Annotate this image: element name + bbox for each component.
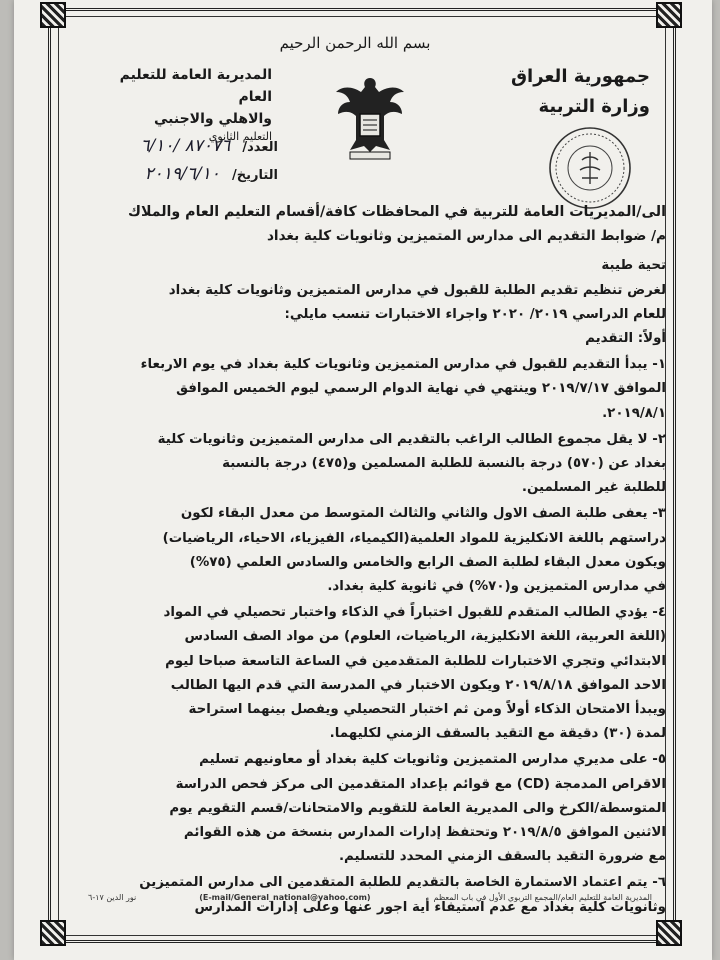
eagle-emblem-icon xyxy=(334,70,406,162)
clause-line: (اللغة العربية، اللغة الانكليزية، الرياضيات، العلوم) من مواد الصف السادس xyxy=(184,629,666,645)
clause-line: الاثنين الموافق ٢٠١٩/٨/٥ وتحتفظ إدارات المدارس بنسخة من هذه القوائم xyxy=(183,825,666,841)
corner-ornament xyxy=(656,2,682,28)
clause-line: لمدة (٣٠) دقيقة مع التقيد بالسقف الزمني لكليهما. xyxy=(329,726,666,742)
clause-line: ٣- يعفى طلبة الصف الاول والثاني والثالث المتوسط من معدل البقاء لكون xyxy=(180,506,666,522)
clause-line: الاقراص المدمجة (CD) مع قوائم بإعداد المتقدمين الى مركز فحص الدراسة xyxy=(175,776,666,792)
corner-ornament xyxy=(40,920,66,946)
clause-line: ٦- يتم اعتماد الاستمارة الخاصة بالتقديم للطلبة المتقدمين الى مدارس المتميزين xyxy=(139,875,666,891)
corner-ornament xyxy=(656,920,682,946)
clause-2 xyxy=(74,428,666,501)
clause-line: ٢- لا يقل مجموع الطالب الراغب بالتقديم الى مدارس المتميزين وثانويات كلية xyxy=(157,431,666,447)
date-label: التاريخ/ xyxy=(231,168,278,183)
subject-line: م/ ضوابط التقديم الى مدارس المتميزين وثانويات كلية بغداد xyxy=(266,228,666,245)
date-row xyxy=(144,164,278,186)
clause-line: الموافق ٢٠١٩/٧/١٧ وينتهي في نهاية الدوام الرسمي ليوم الخميس الموافق xyxy=(176,381,666,397)
clause-line: بغداد عن (٥٧٠) درجة بالنسبة للطلبة المسلمين و(٤٧٥) درجة بالنسبة xyxy=(222,456,666,472)
intro-line: للعام الدراسي ٢٠١٩/ ٢٠٢٠ واجراء الاختبارات تنسب مايلي: xyxy=(284,306,666,322)
date-value: ٢٠١٩/٦/١٠ xyxy=(144,164,220,184)
clause-line: للطلبة غير المسلمين. xyxy=(521,480,666,496)
intro-line: لغرض تنظيم تقديم الطلبة للقبول في مدارس المتميزين وثانويات كلية بغداد xyxy=(168,282,666,298)
clause-line: في مدارس المتميزين و(٧٠%) في ثانوية كلية بغداد. xyxy=(327,579,666,595)
clause-5 xyxy=(74,748,666,869)
number-row xyxy=(140,136,278,158)
corner-ornament xyxy=(40,2,66,28)
clause-line: المتوسطة/الكرخ والى المديرية العامة للتقويم والامتحانات/قسم التقويم يوم xyxy=(169,800,666,816)
clause-line: وثانويات كلية بغداد مع عدم استيفاء أية اجور عنها وعلى إدارات المدارس xyxy=(194,899,666,915)
directorate-line: والاهلي والاجنبي xyxy=(154,111,272,127)
clause-1 xyxy=(74,353,666,426)
round-seal-icon xyxy=(548,126,632,210)
footer-initials: نور الدين ١٧-٦ xyxy=(88,893,137,902)
directorate-subline: التعليم الثانوي xyxy=(208,130,272,143)
clause-line: ويبدأ الامتحان الذكاء أولاً ومن ثم اختبار التحصيلي ويفصل بينهما استراحة xyxy=(188,702,666,718)
clause-line: مع ضرورة التقيد بالسقف الزمني المحدد للتسليم. xyxy=(338,849,666,865)
ministry-name: وزارة التربية xyxy=(538,96,650,117)
clause-line: ٤- يؤدي الطالب المتقدم للقبول اختباراً في الذكاء واختبار تحصيلي في المواد xyxy=(163,605,666,621)
footer-address: المديرية العامة للتعليم العام/المجمع التربوي الأول في باب المعظم xyxy=(433,893,652,902)
country-name: جمهورية العراق xyxy=(510,66,650,87)
issuer-block xyxy=(500,62,650,122)
clause-line: ٢٠١٩/٨/١. xyxy=(602,405,666,421)
section-heading: أولاً: التقديم xyxy=(585,331,666,347)
clause-line: دراستهم باللغة الانكليزية للمواد العلمية(الكيمياء، الفيزياء، الاحياء، الرياضيات) xyxy=(162,530,666,546)
clause-line: ١- يبدأ التقديم للقبول في مدارس المتميزين وثانويات كلية بغداد في يوم الاربعاء xyxy=(140,357,666,373)
directorate-line: المديرية العامة للتعليم العام xyxy=(119,67,272,105)
number-label: العدد/ xyxy=(242,140,278,155)
clause-line: ٥- على مديري مدارس المتميزين وثانويات كلية بغداد أو معاونيهم تسليم xyxy=(199,752,666,768)
recipient-line: الى/المديريات العامة للتربية في المحافظات كافة/أقسام التعليم العام والملاك xyxy=(127,204,666,220)
page-footer xyxy=(88,893,652,902)
clause-line: ويكون معدل البقاء لطلبة الصف الرابع والخامس والسادس العلمي (٧٥%) xyxy=(189,554,666,570)
clause-4 xyxy=(74,601,666,746)
reference-block xyxy=(78,130,278,190)
letter-body xyxy=(74,200,666,920)
clause-3 xyxy=(74,502,666,599)
clause-line: الابتدائي وتجري الاختبارات للطلبة المتقدمين في الساعة التاسعة صباحا ليوم xyxy=(165,653,666,669)
clause-line: الاحد الموافق ٢٠١٩/٨/١٨ ويكون الاختبار في المدرسة التي قدم اليها الطالب xyxy=(170,677,666,693)
footer-email: (E-mail/General_national@yahoo.com) xyxy=(199,893,371,902)
number-value: ٨٧٠٧٦ /٦/١٠ xyxy=(140,136,231,156)
greeting: تحية طيبة xyxy=(601,258,666,274)
basmala: بسم الله الرحمن الرحيم xyxy=(279,34,431,52)
